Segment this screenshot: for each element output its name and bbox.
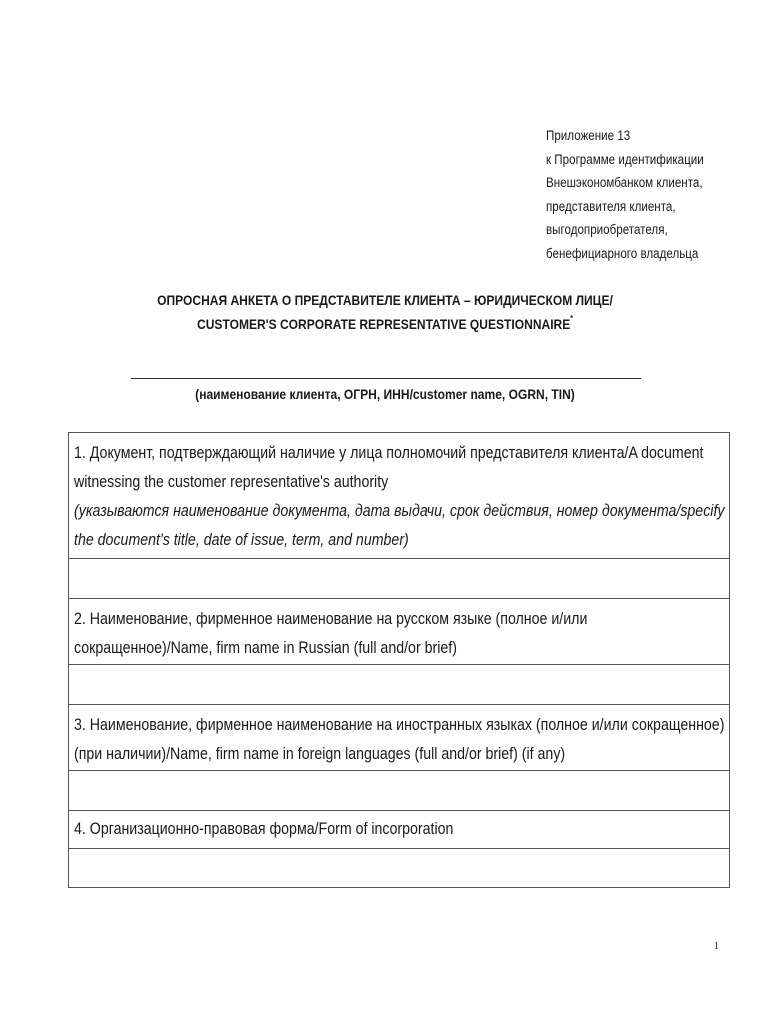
- question-row-1: [69, 433, 729, 559]
- footnote-mark: *: [570, 314, 573, 323]
- document-title-en: [54, 316, 716, 332]
- appendix-line: выгодоприобретателя,: [546, 222, 668, 237]
- question-text: 1. Документ, подтверждающий наличие у лица полномочий представителя клиента/A document witnessing the customer representative's authority: [74, 444, 704, 491]
- document-title-ru: ОПРОСНАЯ АНКЕТА О ПРЕДСТАВИТЕЛЕ КЛИЕНТА – ЮРИДИЧЕСКОМ ЛИЦЕ/: [157, 292, 613, 308]
- client-name-line[interactable]: [131, 378, 641, 379]
- question-row-4: [69, 811, 729, 849]
- questionnaire-table: [68, 432, 730, 888]
- appendix-line: к Программе идентификации: [546, 151, 704, 167]
- appendix-note: [546, 124, 727, 265]
- answer-field-4[interactable]: [69, 849, 729, 887]
- question-text: 2. Наименование, фирменное наименование на русском языке (полное и/или сокращенное)/Name, firm name in Russian (full and/or brief): [74, 610, 588, 657]
- question-row-2: [69, 599, 729, 665]
- appendix-line: представителя клиента,: [546, 198, 676, 214]
- page-number: 1: [714, 941, 719, 952]
- question-text: 4. Организационно-правовая форма/Form of incorporation: [74, 820, 454, 838]
- question-hint: (указываются наименование документа, дата выдачи, срок действия, номер документа/specify the document's title, date of issue, term, and number): [74, 502, 725, 549]
- client-name-caption: (наименование клиента, ОГРН, ИНН/customer name, OGRN, TIN): [195, 386, 575, 402]
- question-text: 3. Наименование, фирменное наименование на иностранных языках (полное и/или сокращенное) (при наличии)/Name, firm name in foreign languages (full and/or brief) (if any): [74, 716, 725, 763]
- answer-field-2[interactable]: [69, 665, 729, 705]
- question-row-3: [69, 705, 729, 771]
- answer-field-1[interactable]: [69, 559, 729, 599]
- appendix-line: Внешэкономбанком клиента,: [546, 175, 703, 190]
- appendix-line: Приложение 13: [546, 128, 631, 143]
- appendix-line: бенефициарного владельца: [546, 245, 699, 261]
- answer-field-3[interactable]: [69, 771, 729, 811]
- document-title-en-text: CUSTOMER'S CORPORATE REPRESENTATIVE QUESTIONNAIRE: [197, 316, 571, 332]
